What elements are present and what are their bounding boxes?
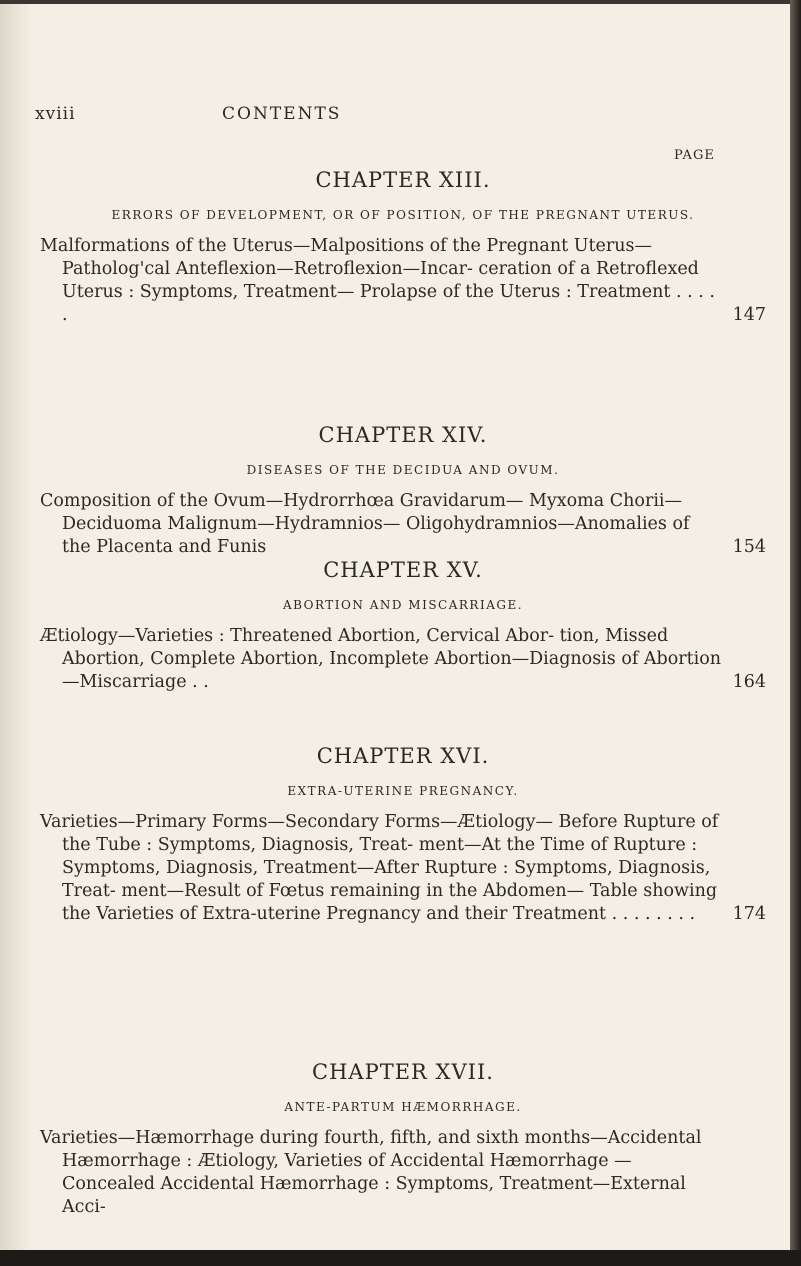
chapter-contents-text: Varieties—Primary Forms—Secondary Forms—Ætiology— Before Rupture of the Tube : Symptoms, Diagnosis, Treat- ment—At the Time of Rupture : Symptoms, Diagnosis, Treatment—After Rupture : Symptoms, Diagnosis, Treat- ment—Result of Fœtus remaining in the Abdomen— Table showing the Varieties of Extra-uterine Pregnancy and their Treatment . . . . . . . . <box>40 812 719 924</box>
chapter-subtitle: DISEASES OF THE DECIDUA AND OVUM. <box>246 463 560 477</box>
chapter-contents <box>40 811 766 926</box>
gutter-shadow <box>0 0 32 1250</box>
top-edge <box>0 0 790 4</box>
chapter-contents <box>40 235 766 327</box>
chapter-page-number: 154 <box>732 537 766 557</box>
chapter-subtitle: ABORTION AND MISCARRIAGE. <box>282 598 524 612</box>
page-bottom-edge <box>0 1250 801 1266</box>
chapter-title: CHAPTER XV. <box>323 558 483 582</box>
chapter-subtitle: EXTRA-UTERINE PREGNANCY. <box>287 784 519 798</box>
chapter-subtitle: ANTE-PARTUM HÆMORRHAGE. <box>284 1100 522 1114</box>
chapter-title: CHAPTER XVII. <box>312 1060 494 1084</box>
chapter-xvii <box>40 1060 766 1219</box>
chapter-contents <box>40 625 766 694</box>
book-spine-edge <box>790 0 801 1266</box>
chapter-page-number: 174 <box>732 904 766 924</box>
chapter-subtitle: ERRORS OF DEVELOPMENT, OR OF POSITION, OF THE PREGNANT UTERUS. <box>111 208 695 222</box>
chapter-title: CHAPTER XVI. <box>316 744 490 768</box>
chapter-xiii <box>40 168 766 327</box>
chapter-contents-text: Ætiology—Varieties : Threatened Abortion, Cervical Abor- tion, Missed Abortion, Complete Abortion, Incomplete Abortion—Diagnosis of Abortion—Miscarriage . . <box>40 626 722 692</box>
chapter-xiv <box>40 423 766 559</box>
chapter-xvi <box>40 744 766 926</box>
chapter-contents <box>40 490 766 559</box>
chapter-xv <box>40 558 766 694</box>
chapter-contents-text: Composition of the Ovum—Hydrorrhœa Gravidarum— Myxoma Chorii—Deciduoma Malignum—Hydramnios— Oligohydramnios—Anomalies of the Placenta and Funis <box>40 491 690 557</box>
chapter-contents-text: Malformations of the Uterus—Malpositions of the Pregnant Uterus—Patholog'cal Anteflexion—Retroflexion—Incar- ceration of a Retroflexed Uterus : Symptoms, Treatment— Prolapse of the Uterus : Treatment . . . . . <box>40 236 715 325</box>
chapter-page-number: 147 <box>732 305 766 325</box>
chapter-contents-text: Varieties—Hæmorrhage during fourth, fifth, and sixth months—Accidental Hæmorrhage : Ætiology, Varieties of Accidental Hæmorrhage — Concealed Accidental Hæmorrhage : Symptoms, Treatment—External Acci- <box>40 1128 702 1217</box>
chapter-page-number: 164 <box>732 672 766 692</box>
chapter-contents <box>40 1127 766 1219</box>
running-head <box>0 100 790 130</box>
page-folio: xviii <box>35 104 76 124</box>
page-column-label: PAGE <box>674 148 715 163</box>
chapter-title: CHAPTER XIII. <box>315 168 491 192</box>
chapter-title: CHAPTER XIV. <box>318 423 488 447</box>
running-title: CONTENTS <box>222 104 342 124</box>
